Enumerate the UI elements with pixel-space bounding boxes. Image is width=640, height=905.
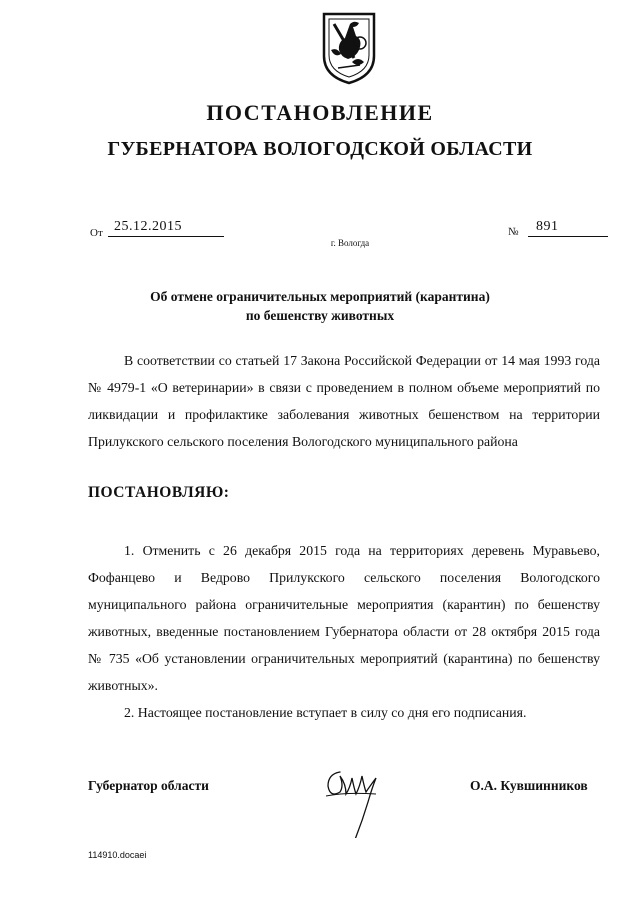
preamble-block bbox=[88, 347, 600, 455]
decree-item-1: 1. Отменить с 26 декабря 2015 года на территориях деревень Муравьево, Фофанцево и Ведрово Прилукского сельского поселения Вологодского муниципального района ограничительные мероприятия (карантин) по бешенству животных, введенные постановлением Губернатора области от 28 октября 2015 года № 735 «Об установлении ограничительных мероприятий (карантина) по бешенству животных». bbox=[88, 543, 600, 693]
document-issuer: ГУБЕРНАТОРА ВОЛОГОДСКОЙ ОБЛАСТИ bbox=[107, 138, 533, 160]
number-underline bbox=[528, 236, 608, 237]
handwritten-signature bbox=[322, 758, 384, 838]
document-city: г. Вологда bbox=[330, 238, 370, 248]
subject-line-1: Об отмене ограничительных мероприятий (карантина) bbox=[150, 289, 490, 304]
coat-of-arms-emblem bbox=[320, 10, 378, 86]
file-reference: 114910.docaei bbox=[88, 850, 147, 860]
decree-item-2: 2. Настоящее постановление вступает в силу со дня его подписания. bbox=[124, 705, 527, 720]
signatory-position: Губернатор области bbox=[88, 778, 209, 793]
preamble-text: В соответствии со статьей 17 Закона Российской Федерации от 14 мая 1993 года № 4979-1 «О ветеринарии» в связи с проведением в полном объеме мероприятий по ликвидации и профилактике заболевания животных бешенством на территории Прилукского сельского поселения Вологодского муниципального района bbox=[88, 353, 600, 449]
document-title: ПОСТАНОВЛЕНИЕ bbox=[206, 100, 434, 125]
decree-items bbox=[88, 537, 600, 726]
document-date: 25.12.2015 bbox=[114, 219, 182, 234]
date-prefix: От bbox=[90, 227, 103, 239]
number-prefix: № bbox=[508, 226, 519, 238]
date-underline bbox=[108, 236, 224, 237]
decree-word: ПОСТАНОВЛЯЮ: bbox=[88, 484, 230, 501]
signatory-name: О.А. Кувшинников bbox=[470, 778, 588, 793]
subject-line-2: по бешенству животных bbox=[245, 308, 395, 323]
document-number: 891 bbox=[536, 219, 559, 234]
